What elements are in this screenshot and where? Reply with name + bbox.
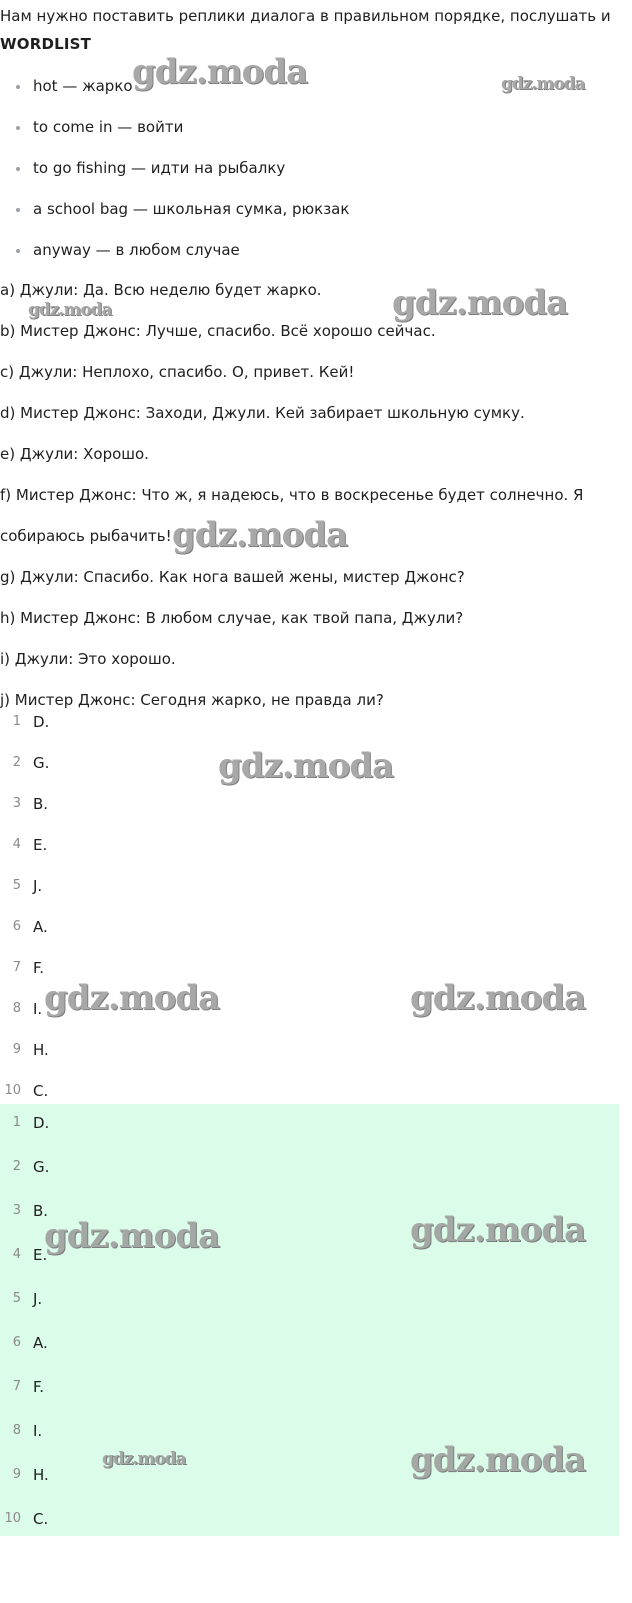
answer-item [0,753,49,794]
answer-value: A. [33,1334,48,1352]
watermark: gdz.moda [172,515,348,555]
answer-value: C. [33,1510,49,1528]
intro-text: Нам нужно поставить реплики диалога в правильном порядке, послушать и [0,7,611,25]
answer-value: B. [33,1202,49,1220]
dialogue-line: e) Джули: Хорошо. [0,445,149,463]
answer-value: F. [33,1378,44,1396]
wordlist-item: anyway — в любом случае [0,240,349,281]
answer-number: 3 [12,1203,21,1218]
answer-number: 4 [12,837,21,852]
watermark: gdz.moda [410,1440,586,1480]
dialogue-line: a) Джули: Да. Всю неделю будет жарко. [0,281,322,299]
answer-value: F. [33,959,44,977]
answer-value: G. [33,1158,50,1176]
answer-number: 8 [12,1423,21,1438]
watermark: gdz.moda [501,74,585,94]
answer-item [0,1040,49,1081]
answer-item [0,794,49,835]
watermark: gdz.moda [28,300,112,320]
answer-number: 8 [12,1001,21,1016]
answer-value: A. [33,918,48,936]
answer-value: E. [33,836,48,854]
answer-item [0,1289,49,1333]
dialogue-line: h) Мистер Джонс: В любом случае, как твой папа, Джули? [0,609,464,627]
watermark: gdz.moda [102,1449,186,1469]
answer-item [0,958,49,999]
answer-value: I. [33,1422,43,1440]
answer-item [0,835,49,876]
watermark: gdz.moda [132,52,308,92]
answer-value: J. [33,1290,43,1308]
answer-number: 10 [4,1511,21,1526]
answer-value: I. [33,1000,43,1018]
watermark: gdz.moda [410,1210,586,1250]
answer-value: J. [33,877,43,895]
watermark: gdz.moda [44,978,220,1018]
wordlist-item: hot — жарко [0,76,349,117]
answer-value: G. [33,754,50,772]
wordlist-item: to come in — войти [0,117,349,158]
answer-item [0,1421,49,1465]
wordlist-title: WORDLIST [0,35,92,53]
dialogue-line: f) Мистер Джонс: Что ж, я надеюсь, что в воскресенье будет солнечно. Я [0,486,584,504]
answer-number: 1 [12,714,21,729]
answer-number: 9 [12,1467,21,1482]
answer-item [0,712,49,753]
answer-number: 2 [12,755,21,770]
wordlist-item: to go fishing — идти на рыбалку [0,158,349,199]
watermark: gdz.moda [44,1216,220,1256]
answer-number: 7 [12,960,21,975]
answer-number: 7 [12,1379,21,1394]
answer-item [0,1377,49,1421]
answer-item [0,1465,49,1509]
dialogue-line: c) Джули: Неплохо, спасибо. О, привет. Кей! [0,363,355,381]
dialogue-line: g) Джули: Спасибо. Как нога вашей жены, мистер Джонс? [0,568,465,586]
answer-number: 5 [12,878,21,893]
dialogue-lines [0,280,583,731]
answer-number: 2 [12,1159,21,1174]
dialogue-line: j) Мистер Джонс: Сегодня жарко, не правда ли? [0,691,384,709]
answer-item [0,1201,49,1245]
answer-number: 1 [12,1115,21,1130]
answer-item [0,1333,49,1377]
answer-item [0,1245,49,1289]
dialogue-line: b) Мистер Джонс: Лучше, спасибо. Всё хорошо сейчас. [0,322,436,340]
answer-number: 6 [12,919,21,934]
answer-list [0,712,49,1122]
answer-value: D. [33,713,50,731]
answer-value: C. [33,1082,49,1100]
watermark: gdz.moda [410,978,586,1018]
answer-value: H. [33,1466,49,1484]
answer-number: 6 [12,1335,21,1350]
dialogue-line: i) Джули: Это хорошо. [0,650,176,668]
wordlist-item: a school bag — школьная сумка, рюкзак [0,199,349,240]
answer-number: 4 [12,1247,21,1262]
answer-number: 5 [12,1291,21,1306]
answer-value: E. [33,1246,48,1264]
answer-value: D. [33,1114,50,1132]
answer-item [0,999,49,1040]
dialogue-line: d) Мистер Джонс: Заходи, Джули. Кей забирает школьную сумку. [0,404,525,422]
answer-number: 10 [4,1083,21,1098]
answer-item [0,1157,49,1201]
answer-list-highlighted [0,1113,49,1553]
watermark: gdz.moda [392,283,568,323]
answer-item [0,917,49,958]
answer-item [0,1509,49,1553]
answer-value: H. [33,1041,49,1059]
dialogue-line-continued: собираюсь рыбачить! [0,527,172,545]
answer-item [0,876,49,917]
answer-value: B. [33,795,49,813]
answer-number: 9 [12,1042,21,1057]
watermark: gdz.moda [218,746,394,786]
answer-item [0,1113,49,1157]
wordlist [0,76,349,281]
answer-number: 3 [12,796,21,811]
